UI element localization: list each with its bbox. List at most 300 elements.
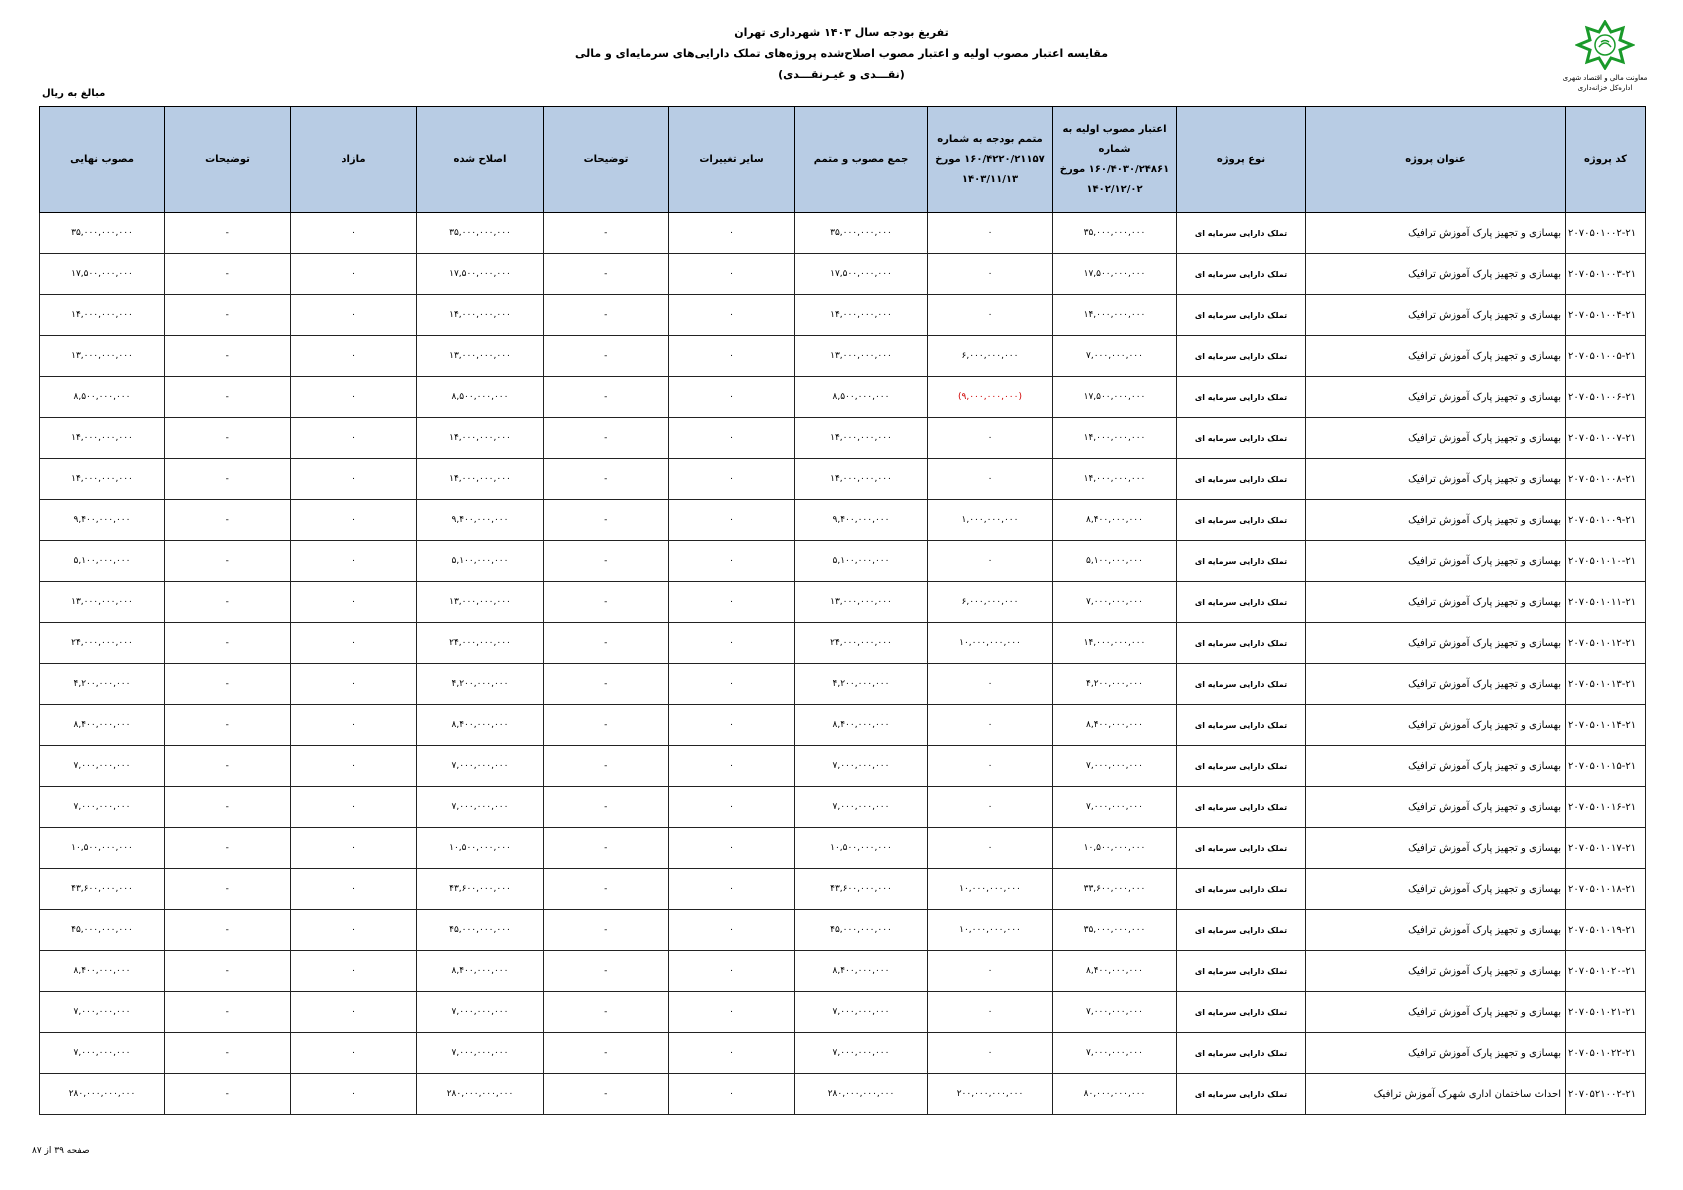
cell-title: بهسازی و تجهیز پارک آموزش ترافیک	[1306, 623, 1566, 664]
cell-code: ۲۰۷۰۵۰۱۰۰۵-۲۱	[1566, 336, 1646, 377]
cell-notes: -	[544, 377, 669, 418]
cell-increase: ۰	[291, 295, 417, 336]
cell-revised: ۲۸۰,۰۰۰,۰۰۰,۰۰۰	[417, 1074, 544, 1115]
cell-other: ۰	[669, 787, 795, 828]
cell-code: ۲۰۷۰۵۰۱۰۱۹-۲۱	[1566, 910, 1646, 951]
cell-code: ۲۰۷۰۵۰۱۰۲۱-۲۱	[1566, 992, 1646, 1033]
cell-other: ۰	[669, 746, 795, 787]
cell-revised: ۱۰,۵۰۰,۰۰۰,۰۰۰	[417, 828, 544, 869]
cell-other: ۰	[669, 1074, 795, 1115]
cell-revised: ۴۳,۶۰۰,۰۰۰,۰۰۰	[417, 869, 544, 910]
cell-revised: ۸,۵۰۰,۰۰۰,۰۰۰	[417, 377, 544, 418]
cell-title: بهسازی و تجهیز پارک آموزش ترافیک	[1306, 500, 1566, 541]
cell-increase: ۰	[291, 746, 417, 787]
cell-revised: ۱۴,۰۰۰,۰۰۰,۰۰۰	[417, 459, 544, 500]
report-header	[0, 22, 1683, 85]
cell-total: ۱۴,۰۰۰,۰۰۰,۰۰۰	[795, 459, 928, 500]
cell-notes: -	[544, 746, 669, 787]
cell-supplement: ۰	[928, 787, 1053, 828]
cell-notes: -	[544, 910, 669, 951]
cell-supplement: ۱۰,۰۰۰,۰۰۰,۰۰۰	[928, 623, 1053, 664]
cell-notes2: -	[165, 1033, 291, 1074]
cell-supplement: (۹,۰۰۰,۰۰۰,۰۰۰)	[928, 377, 1053, 418]
col-header-notes: توضیحات	[544, 107, 669, 213]
cell-initial: ۱۴,۰۰۰,۰۰۰,۰۰۰	[1053, 623, 1177, 664]
cell-supplement: ۲۰۰,۰۰۰,۰۰۰,۰۰۰	[928, 1074, 1053, 1115]
cell-total: ۴,۲۰۰,۰۰۰,۰۰۰	[795, 664, 928, 705]
cell-total: ۷,۰۰۰,۰۰۰,۰۰۰	[795, 992, 928, 1033]
table-row	[40, 295, 1646, 336]
cell-increase: ۰	[291, 336, 417, 377]
cell-other: ۰	[669, 254, 795, 295]
cell-type: تملک دارایی سرمایه ای	[1177, 377, 1306, 418]
cell-notes2: -	[165, 705, 291, 746]
cell-notes: -	[544, 295, 669, 336]
cell-notes2: -	[165, 787, 291, 828]
cell-revised: ۷,۰۰۰,۰۰۰,۰۰۰	[417, 992, 544, 1033]
cell-type: تملک دارایی سرمایه ای	[1177, 664, 1306, 705]
cell-type: تملک دارایی سرمایه ای	[1177, 910, 1306, 951]
cell-supplement: ۰	[928, 951, 1053, 992]
cell-revised: ۸,۴۰۰,۰۰۰,۰۰۰	[417, 705, 544, 746]
cell-notes: -	[544, 254, 669, 295]
cell-supplement: ۱۰,۰۰۰,۰۰۰,۰۰۰	[928, 869, 1053, 910]
cell-final: ۸,۴۰۰,۰۰۰,۰۰۰	[40, 705, 165, 746]
cell-code: ۲۰۷۰۵۰۱۰۱۳-۲۱	[1566, 664, 1646, 705]
cell-final: ۱۳,۰۰۰,۰۰۰,۰۰۰	[40, 336, 165, 377]
cell-increase: ۰	[291, 500, 417, 541]
cell-revised: ۱۳,۰۰۰,۰۰۰,۰۰۰	[417, 336, 544, 377]
cell-title: بهسازی و تجهیز پارک آموزش ترافیک	[1306, 295, 1566, 336]
budget-table	[39, 106, 1646, 1115]
cell-final: ۱۳,۰۰۰,۰۰۰,۰۰۰	[40, 582, 165, 623]
cell-initial: ۱۷,۵۰۰,۰۰۰,۰۰۰	[1053, 377, 1177, 418]
cell-initial: ۱۴,۰۰۰,۰۰۰,۰۰۰	[1053, 295, 1177, 336]
cell-other: ۰	[669, 951, 795, 992]
cell-title: بهسازی و تجهیز پارک آموزش ترافیک	[1306, 910, 1566, 951]
table-row	[40, 951, 1646, 992]
table-body	[40, 213, 1646, 1115]
cell-notes: -	[544, 787, 669, 828]
cell-notes: -	[544, 623, 669, 664]
table-row	[40, 459, 1646, 500]
cell-revised: ۸,۴۰۰,۰۰۰,۰۰۰	[417, 951, 544, 992]
cell-notes2: -	[165, 623, 291, 664]
cell-supplement: ۰	[928, 992, 1053, 1033]
cell-type: تملک دارایی سرمایه ای	[1177, 500, 1306, 541]
cell-notes: -	[544, 582, 669, 623]
cell-increase: ۰	[291, 459, 417, 500]
cell-total: ۸,۴۰۰,۰۰۰,۰۰۰	[795, 705, 928, 746]
cell-notes2: -	[165, 992, 291, 1033]
cell-title: بهسازی و تجهیز پارک آموزش ترافیک	[1306, 377, 1566, 418]
cell-title: بهسازی و تجهیز پارک آموزش ترافیک	[1306, 336, 1566, 377]
cell-final: ۱۰,۵۰۰,۰۰۰,۰۰۰	[40, 828, 165, 869]
col-header-increase: مازاد	[291, 107, 417, 213]
cell-other: ۰	[669, 828, 795, 869]
cell-type: تملک دارایی سرمایه ای	[1177, 869, 1306, 910]
cell-type: تملک دارایی سرمایه ای	[1177, 992, 1306, 1033]
cell-increase: ۰	[291, 951, 417, 992]
cell-final: ۴۵,۰۰۰,۰۰۰,۰۰۰	[40, 910, 165, 951]
cell-supplement: ۰	[928, 254, 1053, 295]
cell-total: ۱۴,۰۰۰,۰۰۰,۰۰۰	[795, 295, 928, 336]
cell-final: ۴۳,۶۰۰,۰۰۰,۰۰۰	[40, 869, 165, 910]
cell-code: ۲۰۷۰۵۰۱۰۱۰-۲۱	[1566, 541, 1646, 582]
cell-supplement: ۰	[928, 664, 1053, 705]
cell-code: ۲۰۷۰۵۰۱۰۰۴-۲۱	[1566, 295, 1646, 336]
cell-type: تملک دارایی سرمایه ای	[1177, 295, 1306, 336]
page-number: صفحه ۳۹ از ۸۷	[32, 1146, 90, 1156]
cell-increase: ۰	[291, 541, 417, 582]
cell-total: ۵,۱۰۰,۰۰۰,۰۰۰	[795, 541, 928, 582]
cell-revised: ۷,۰۰۰,۰۰۰,۰۰۰	[417, 1033, 544, 1074]
cell-type: تملک دارایی سرمایه ای	[1177, 582, 1306, 623]
table-row	[40, 254, 1646, 295]
cell-notes: -	[544, 1074, 669, 1115]
report-subtitle-note: (نقـــدی و غیـرنقـــدی)	[778, 68, 905, 81]
cell-type: تملک دارایی سرمایه ای	[1177, 541, 1306, 582]
cell-final: ۳۵,۰۰۰,۰۰۰,۰۰۰	[40, 213, 165, 254]
cell-revised: ۱۴,۰۰۰,۰۰۰,۰۰۰	[417, 418, 544, 459]
cell-other: ۰	[669, 910, 795, 951]
cell-type: تملک دارایی سرمایه ای	[1177, 459, 1306, 500]
cell-total: ۴۳,۶۰۰,۰۰۰,۰۰۰	[795, 869, 928, 910]
cell-revised: ۵,۱۰۰,۰۰۰,۰۰۰	[417, 541, 544, 582]
cell-final: ۷,۰۰۰,۰۰۰,۰۰۰	[40, 1033, 165, 1074]
cell-notes: -	[544, 418, 669, 459]
table-row	[40, 746, 1646, 787]
cell-type: تملک دارایی سرمایه ای	[1177, 705, 1306, 746]
cell-supplement: ۶,۰۰۰,۰۰۰,۰۰۰	[928, 336, 1053, 377]
cell-supplement: ۰	[928, 1033, 1053, 1074]
cell-total: ۲۸۰,۰۰۰,۰۰۰,۰۰۰	[795, 1074, 928, 1115]
table-row	[40, 377, 1646, 418]
cell-type: تملک دارایی سرمایه ای	[1177, 1074, 1306, 1115]
cell-type: تملک دارایی سرمایه ای	[1177, 213, 1306, 254]
cell-notes: -	[544, 828, 669, 869]
cell-notes: -	[544, 664, 669, 705]
cell-title: بهسازی و تجهیز پارک آموزش ترافیک	[1306, 459, 1566, 500]
cell-initial: ۸۰,۰۰۰,۰۰۰,۰۰۰	[1053, 1074, 1177, 1115]
cell-notes2: -	[165, 582, 291, 623]
cell-total: ۱۳,۰۰۰,۰۰۰,۰۰۰	[795, 582, 928, 623]
cell-initial: ۴,۲۰۰,۰۰۰,۰۰۰	[1053, 664, 1177, 705]
cell-initial: ۸,۴۰۰,۰۰۰,۰۰۰	[1053, 951, 1177, 992]
cell-type: تملک دارایی سرمایه ای	[1177, 623, 1306, 664]
cell-other: ۰	[669, 705, 795, 746]
cell-final: ۷,۰۰۰,۰۰۰,۰۰۰	[40, 787, 165, 828]
cell-type: تملک دارایی سرمایه ای	[1177, 746, 1306, 787]
cell-final: ۷,۰۰۰,۰۰۰,۰۰۰	[40, 746, 165, 787]
cell-initial: ۷,۰۰۰,۰۰۰,۰۰۰	[1053, 746, 1177, 787]
cell-total: ۲۴,۰۰۰,۰۰۰,۰۰۰	[795, 623, 928, 664]
col-header-code: کد پروژه	[1566, 107, 1646, 213]
cell-final: ۱۷,۵۰۰,۰۰۰,۰۰۰	[40, 254, 165, 295]
col-header-type: نوع پروژه	[1177, 107, 1306, 213]
table-row	[40, 213, 1646, 254]
cell-type: تملک دارایی سرمایه ای	[1177, 336, 1306, 377]
cell-revised: ۳۵,۰۰۰,۰۰۰,۰۰۰	[417, 213, 544, 254]
cell-code: ۲۰۷۰۵۲۱۰۰۲-۲۱	[1566, 1074, 1646, 1115]
cell-code: ۲۰۷۰۵۰۱۰۱۴-۲۱	[1566, 705, 1646, 746]
cell-type: تملک دارایی سرمایه ای	[1177, 951, 1306, 992]
cell-notes2: -	[165, 828, 291, 869]
col-header-supplement: متمم بودجه به شماره ۱۶۰/۴۲۲۰/۲۱۱۵۷ مورخ ۱۴۰۳/۱۱/۱۳	[928, 107, 1053, 213]
cell-title: بهسازی و تجهیز پارک آموزش ترافیک	[1306, 254, 1566, 295]
cell-initial: ۷,۰۰۰,۰۰۰,۰۰۰	[1053, 1033, 1177, 1074]
cell-notes: -	[544, 459, 669, 500]
report-title: تفریغ بودجه سال ۱۴۰۳ شهرداری تهران	[734, 26, 949, 39]
cell-initial: ۱۷,۵۰۰,۰۰۰,۰۰۰	[1053, 254, 1177, 295]
cell-initial: ۷,۰۰۰,۰۰۰,۰۰۰	[1053, 336, 1177, 377]
cell-supplement: ۰	[928, 746, 1053, 787]
cell-code: ۲۰۷۰۵۰۱۰۰۹-۲۱	[1566, 500, 1646, 541]
cell-increase: ۰	[291, 705, 417, 746]
cell-code: ۲۰۷۰۵۰۱۰۰۲-۲۱	[1566, 213, 1646, 254]
cell-increase: ۰	[291, 377, 417, 418]
cell-supplement: ۰	[928, 541, 1053, 582]
cell-notes2: -	[165, 910, 291, 951]
cell-notes2: -	[165, 213, 291, 254]
cell-notes2: -	[165, 664, 291, 705]
cell-title: بهسازی و تجهیز پارک آموزش ترافیک	[1306, 992, 1566, 1033]
cell-increase: ۰	[291, 418, 417, 459]
cell-other: ۰	[669, 992, 795, 1033]
cell-notes2: -	[165, 254, 291, 295]
cell-title: بهسازی و تجهیز پارک آموزش ترافیک	[1306, 828, 1566, 869]
cell-revised: ۴۵,۰۰۰,۰۰۰,۰۰۰	[417, 910, 544, 951]
table-row	[40, 1033, 1646, 1074]
table-row	[40, 1074, 1646, 1115]
cell-final: ۱۴,۰۰۰,۰۰۰,۰۰۰	[40, 459, 165, 500]
logo-line-2: اداره‌کل خزانه‌داری	[1577, 84, 1633, 92]
cell-supplement: ۱۰,۰۰۰,۰۰۰,۰۰۰	[928, 910, 1053, 951]
cell-increase: ۰	[291, 992, 417, 1033]
cell-title: بهسازی و تجهیز پارک آموزش ترافیک	[1306, 869, 1566, 910]
logo-line-1: معاونت مالی و اقتصاد شهری	[1562, 74, 1648, 82]
cell-notes2: -	[165, 418, 291, 459]
cell-increase: ۰	[291, 787, 417, 828]
cell-initial: ۸,۴۰۰,۰۰۰,۰۰۰	[1053, 500, 1177, 541]
cell-type: تملک دارایی سرمایه ای	[1177, 254, 1306, 295]
cell-notes: -	[544, 500, 669, 541]
cell-initial: ۱۴,۰۰۰,۰۰۰,۰۰۰	[1053, 418, 1177, 459]
cell-total: ۳۵,۰۰۰,۰۰۰,۰۰۰	[795, 213, 928, 254]
cell-code: ۲۰۷۰۵۰۱۰۰۶-۲۱	[1566, 377, 1646, 418]
cell-final: ۷,۰۰۰,۰۰۰,۰۰۰	[40, 992, 165, 1033]
cell-title: بهسازی و تجهیز پارک آموزش ترافیک	[1306, 582, 1566, 623]
cell-final: ۲۴,۰۰۰,۰۰۰,۰۰۰	[40, 623, 165, 664]
cell-code: ۲۰۷۰۵۰۱۰۱۸-۲۱	[1566, 869, 1646, 910]
table-row	[40, 705, 1646, 746]
cell-supplement: ۰	[928, 213, 1053, 254]
cell-revised: ۴,۲۰۰,۰۰۰,۰۰۰	[417, 664, 544, 705]
cell-final: ۹,۴۰۰,۰۰۰,۰۰۰	[40, 500, 165, 541]
cell-supplement: ۰	[928, 418, 1053, 459]
cell-type: تملک دارایی سرمایه ای	[1177, 828, 1306, 869]
cell-increase: ۰	[291, 828, 417, 869]
cell-title: بهسازی و تجهیز پارک آموزش ترافیک	[1306, 705, 1566, 746]
cell-notes: -	[544, 336, 669, 377]
cell-notes2: -	[165, 295, 291, 336]
table-row	[40, 664, 1646, 705]
cell-final: ۸,۵۰۰,۰۰۰,۰۰۰	[40, 377, 165, 418]
cell-title: بهسازی و تجهیز پارک آموزش ترافیک	[1306, 213, 1566, 254]
cell-other: ۰	[669, 582, 795, 623]
cell-revised: ۷,۰۰۰,۰۰۰,۰۰۰	[417, 746, 544, 787]
cell-total: ۸,۵۰۰,۰۰۰,۰۰۰	[795, 377, 928, 418]
cell-code: ۲۰۷۰۵۰۱۰۲۰-۲۱	[1566, 951, 1646, 992]
cell-initial: ۳۵,۰۰۰,۰۰۰,۰۰۰	[1053, 213, 1177, 254]
cell-initial: ۵,۱۰۰,۰۰۰,۰۰۰	[1053, 541, 1177, 582]
cell-increase: ۰	[291, 1033, 417, 1074]
cell-supplement: ۰	[928, 705, 1053, 746]
cell-code: ۲۰۷۰۵۰۱۰۰۷-۲۱	[1566, 418, 1646, 459]
cell-other: ۰	[669, 664, 795, 705]
cell-code: ۲۰۷۰۵۰۱۰۰۸-۲۱	[1566, 459, 1646, 500]
cell-final: ۴,۲۰۰,۰۰۰,۰۰۰	[40, 664, 165, 705]
cell-other: ۰	[669, 500, 795, 541]
cell-initial: ۱۴,۰۰۰,۰۰۰,۰۰۰	[1053, 459, 1177, 500]
cell-title: بهسازی و تجهیز پارک آموزش ترافیک	[1306, 787, 1566, 828]
cell-supplement: ۰	[928, 828, 1053, 869]
cell-initial: ۷,۰۰۰,۰۰۰,۰۰۰	[1053, 992, 1177, 1033]
cell-notes: -	[544, 541, 669, 582]
cell-increase: ۰	[291, 869, 417, 910]
table-row	[40, 828, 1646, 869]
cell-increase: ۰	[291, 1074, 417, 1115]
cell-supplement: ۱,۰۰۰,۰۰۰,۰۰۰	[928, 500, 1053, 541]
cell-title: بهسازی و تجهیز پارک آموزش ترافیک	[1306, 746, 1566, 787]
table-row	[40, 992, 1646, 1033]
cell-total: ۸,۴۰۰,۰۰۰,۰۰۰	[795, 951, 928, 992]
cell-initial: ۱۰,۵۰۰,۰۰۰,۰۰۰	[1053, 828, 1177, 869]
table-row	[40, 623, 1646, 664]
cell-code: ۲۰۷۰۵۰۱۰۲۲-۲۱	[1566, 1033, 1646, 1074]
cell-notes: -	[544, 1033, 669, 1074]
tehran-municipality-logo	[1560, 20, 1650, 93]
cell-increase: ۰	[291, 213, 417, 254]
table-row	[40, 910, 1646, 951]
cell-title: بهسازی و تجهیز پارک آموزش ترافیک	[1306, 1033, 1566, 1074]
cell-revised: ۱۴,۰۰۰,۰۰۰,۰۰۰	[417, 295, 544, 336]
cell-revised: ۱۷,۵۰۰,۰۰۰,۰۰۰	[417, 254, 544, 295]
cell-initial: ۸,۴۰۰,۰۰۰,۰۰۰	[1053, 705, 1177, 746]
cell-notes2: -	[165, 746, 291, 787]
cell-total: ۷,۰۰۰,۰۰۰,۰۰۰	[795, 787, 928, 828]
cell-other: ۰	[669, 459, 795, 500]
col-header-final: مصوب نهایی	[40, 107, 165, 213]
cell-title: بهسازی و تجهیز پارک آموزش ترافیک	[1306, 418, 1566, 459]
cell-increase: ۰	[291, 664, 417, 705]
cell-supplement: ۰	[928, 459, 1053, 500]
table-row	[40, 500, 1646, 541]
col-header-revised: اصلاح شده	[417, 107, 544, 213]
cell-title: احداث ساختمان اداری شهرک آموزش ترافیک	[1306, 1074, 1566, 1115]
cell-increase: ۰	[291, 582, 417, 623]
cell-revised: ۲۴,۰۰۰,۰۰۰,۰۰۰	[417, 623, 544, 664]
report-subtitle: مقایسه اعتبار مصوب اولیه و اعتبار مصوب اصلاح‌شده پروژه‌های تملک دارایی‌های سرمایه‌ای و مالی	[574, 47, 1109, 60]
table-row	[40, 787, 1646, 828]
cell-type: تملک دارایی سرمایه ای	[1177, 418, 1306, 459]
cell-revised: ۹,۴۰۰,۰۰۰,۰۰۰	[417, 500, 544, 541]
cell-notes2: -	[165, 951, 291, 992]
cell-initial: ۷,۰۰۰,۰۰۰,۰۰۰	[1053, 787, 1177, 828]
cell-code: ۲۰۷۰۵۰۱۰۰۳-۲۱	[1566, 254, 1646, 295]
cell-other: ۰	[669, 418, 795, 459]
cell-supplement: ۶,۰۰۰,۰۰۰,۰۰۰	[928, 582, 1053, 623]
cell-total: ۱۷,۵۰۰,۰۰۰,۰۰۰	[795, 254, 928, 295]
cell-title: بهسازی و تجهیز پارک آموزش ترافیک	[1306, 951, 1566, 992]
cell-total: ۷,۰۰۰,۰۰۰,۰۰۰	[795, 746, 928, 787]
currency-unit-note: مبالغ به ریال	[42, 88, 106, 99]
cell-notes2: -	[165, 500, 291, 541]
cell-total: ۱۰,۵۰۰,۰۰۰,۰۰۰	[795, 828, 928, 869]
cell-notes2: -	[165, 336, 291, 377]
cell-notes2: -	[165, 377, 291, 418]
cell-other: ۰	[669, 336, 795, 377]
logo-emblem-icon	[1575, 20, 1635, 70]
cell-other: ۰	[669, 377, 795, 418]
cell-initial: ۷,۰۰۰,۰۰۰,۰۰۰	[1053, 582, 1177, 623]
cell-other: ۰	[669, 1033, 795, 1074]
cell-notes2: -	[165, 869, 291, 910]
cell-initial: ۳۳,۶۰۰,۰۰۰,۰۰۰	[1053, 869, 1177, 910]
col-header-initial: اعتبار مصوب اولیه به شماره ۱۶۰/۴۰۳۰/۲۴۸۶۱ مورخ ۱۴۰۲/۱۲/۰۲	[1053, 107, 1177, 213]
cell-revised: ۷,۰۰۰,۰۰۰,۰۰۰	[417, 787, 544, 828]
cell-title: بهسازی و تجهیز پارک آموزش ترافیک	[1306, 664, 1566, 705]
cell-other: ۰	[669, 869, 795, 910]
cell-initial: ۳۵,۰۰۰,۰۰۰,۰۰۰	[1053, 910, 1177, 951]
cell-final: ۱۴,۰۰۰,۰۰۰,۰۰۰	[40, 418, 165, 459]
col-header-notes2: توضیحات	[165, 107, 291, 213]
cell-other: ۰	[669, 623, 795, 664]
cell-notes2: -	[165, 1074, 291, 1115]
cell-final: ۱۴,۰۰۰,۰۰۰,۰۰۰	[40, 295, 165, 336]
cell-other: ۰	[669, 213, 795, 254]
cell-increase: ۰	[291, 623, 417, 664]
col-header-title: عنوان پروژه	[1306, 107, 1566, 213]
table-header-row	[40, 107, 1646, 213]
cell-revised: ۱۳,۰۰۰,۰۰۰,۰۰۰	[417, 582, 544, 623]
table-row	[40, 869, 1646, 910]
cell-final: ۲۸۰,۰۰۰,۰۰۰,۰۰۰	[40, 1074, 165, 1115]
table-row	[40, 336, 1646, 377]
table-row	[40, 418, 1646, 459]
cell-total: ۷,۰۰۰,۰۰۰,۰۰۰	[795, 1033, 928, 1074]
cell-total: ۴۵,۰۰۰,۰۰۰,۰۰۰	[795, 910, 928, 951]
cell-notes2: -	[165, 541, 291, 582]
cell-final: ۵,۱۰۰,۰۰۰,۰۰۰	[40, 541, 165, 582]
cell-supplement: ۰	[928, 295, 1053, 336]
cell-type: تملک دارایی سرمایه ای	[1177, 1033, 1306, 1074]
cell-notes2: -	[165, 459, 291, 500]
cell-code: ۲۰۷۰۵۰۱۰۱۱-۲۱	[1566, 582, 1646, 623]
cell-notes: -	[544, 951, 669, 992]
cell-notes: -	[544, 213, 669, 254]
cell-total: ۱۳,۰۰۰,۰۰۰,۰۰۰	[795, 336, 928, 377]
cell-total: ۱۴,۰۰۰,۰۰۰,۰۰۰	[795, 418, 928, 459]
table-row	[40, 582, 1646, 623]
cell-increase: ۰	[291, 254, 417, 295]
cell-title: بهسازی و تجهیز پارک آموزش ترافیک	[1306, 541, 1566, 582]
cell-other: ۰	[669, 295, 795, 336]
cell-type: تملک دارایی سرمایه ای	[1177, 787, 1306, 828]
cell-total: ۹,۴۰۰,۰۰۰,۰۰۰	[795, 500, 928, 541]
cell-notes: -	[544, 705, 669, 746]
cell-notes: -	[544, 869, 669, 910]
